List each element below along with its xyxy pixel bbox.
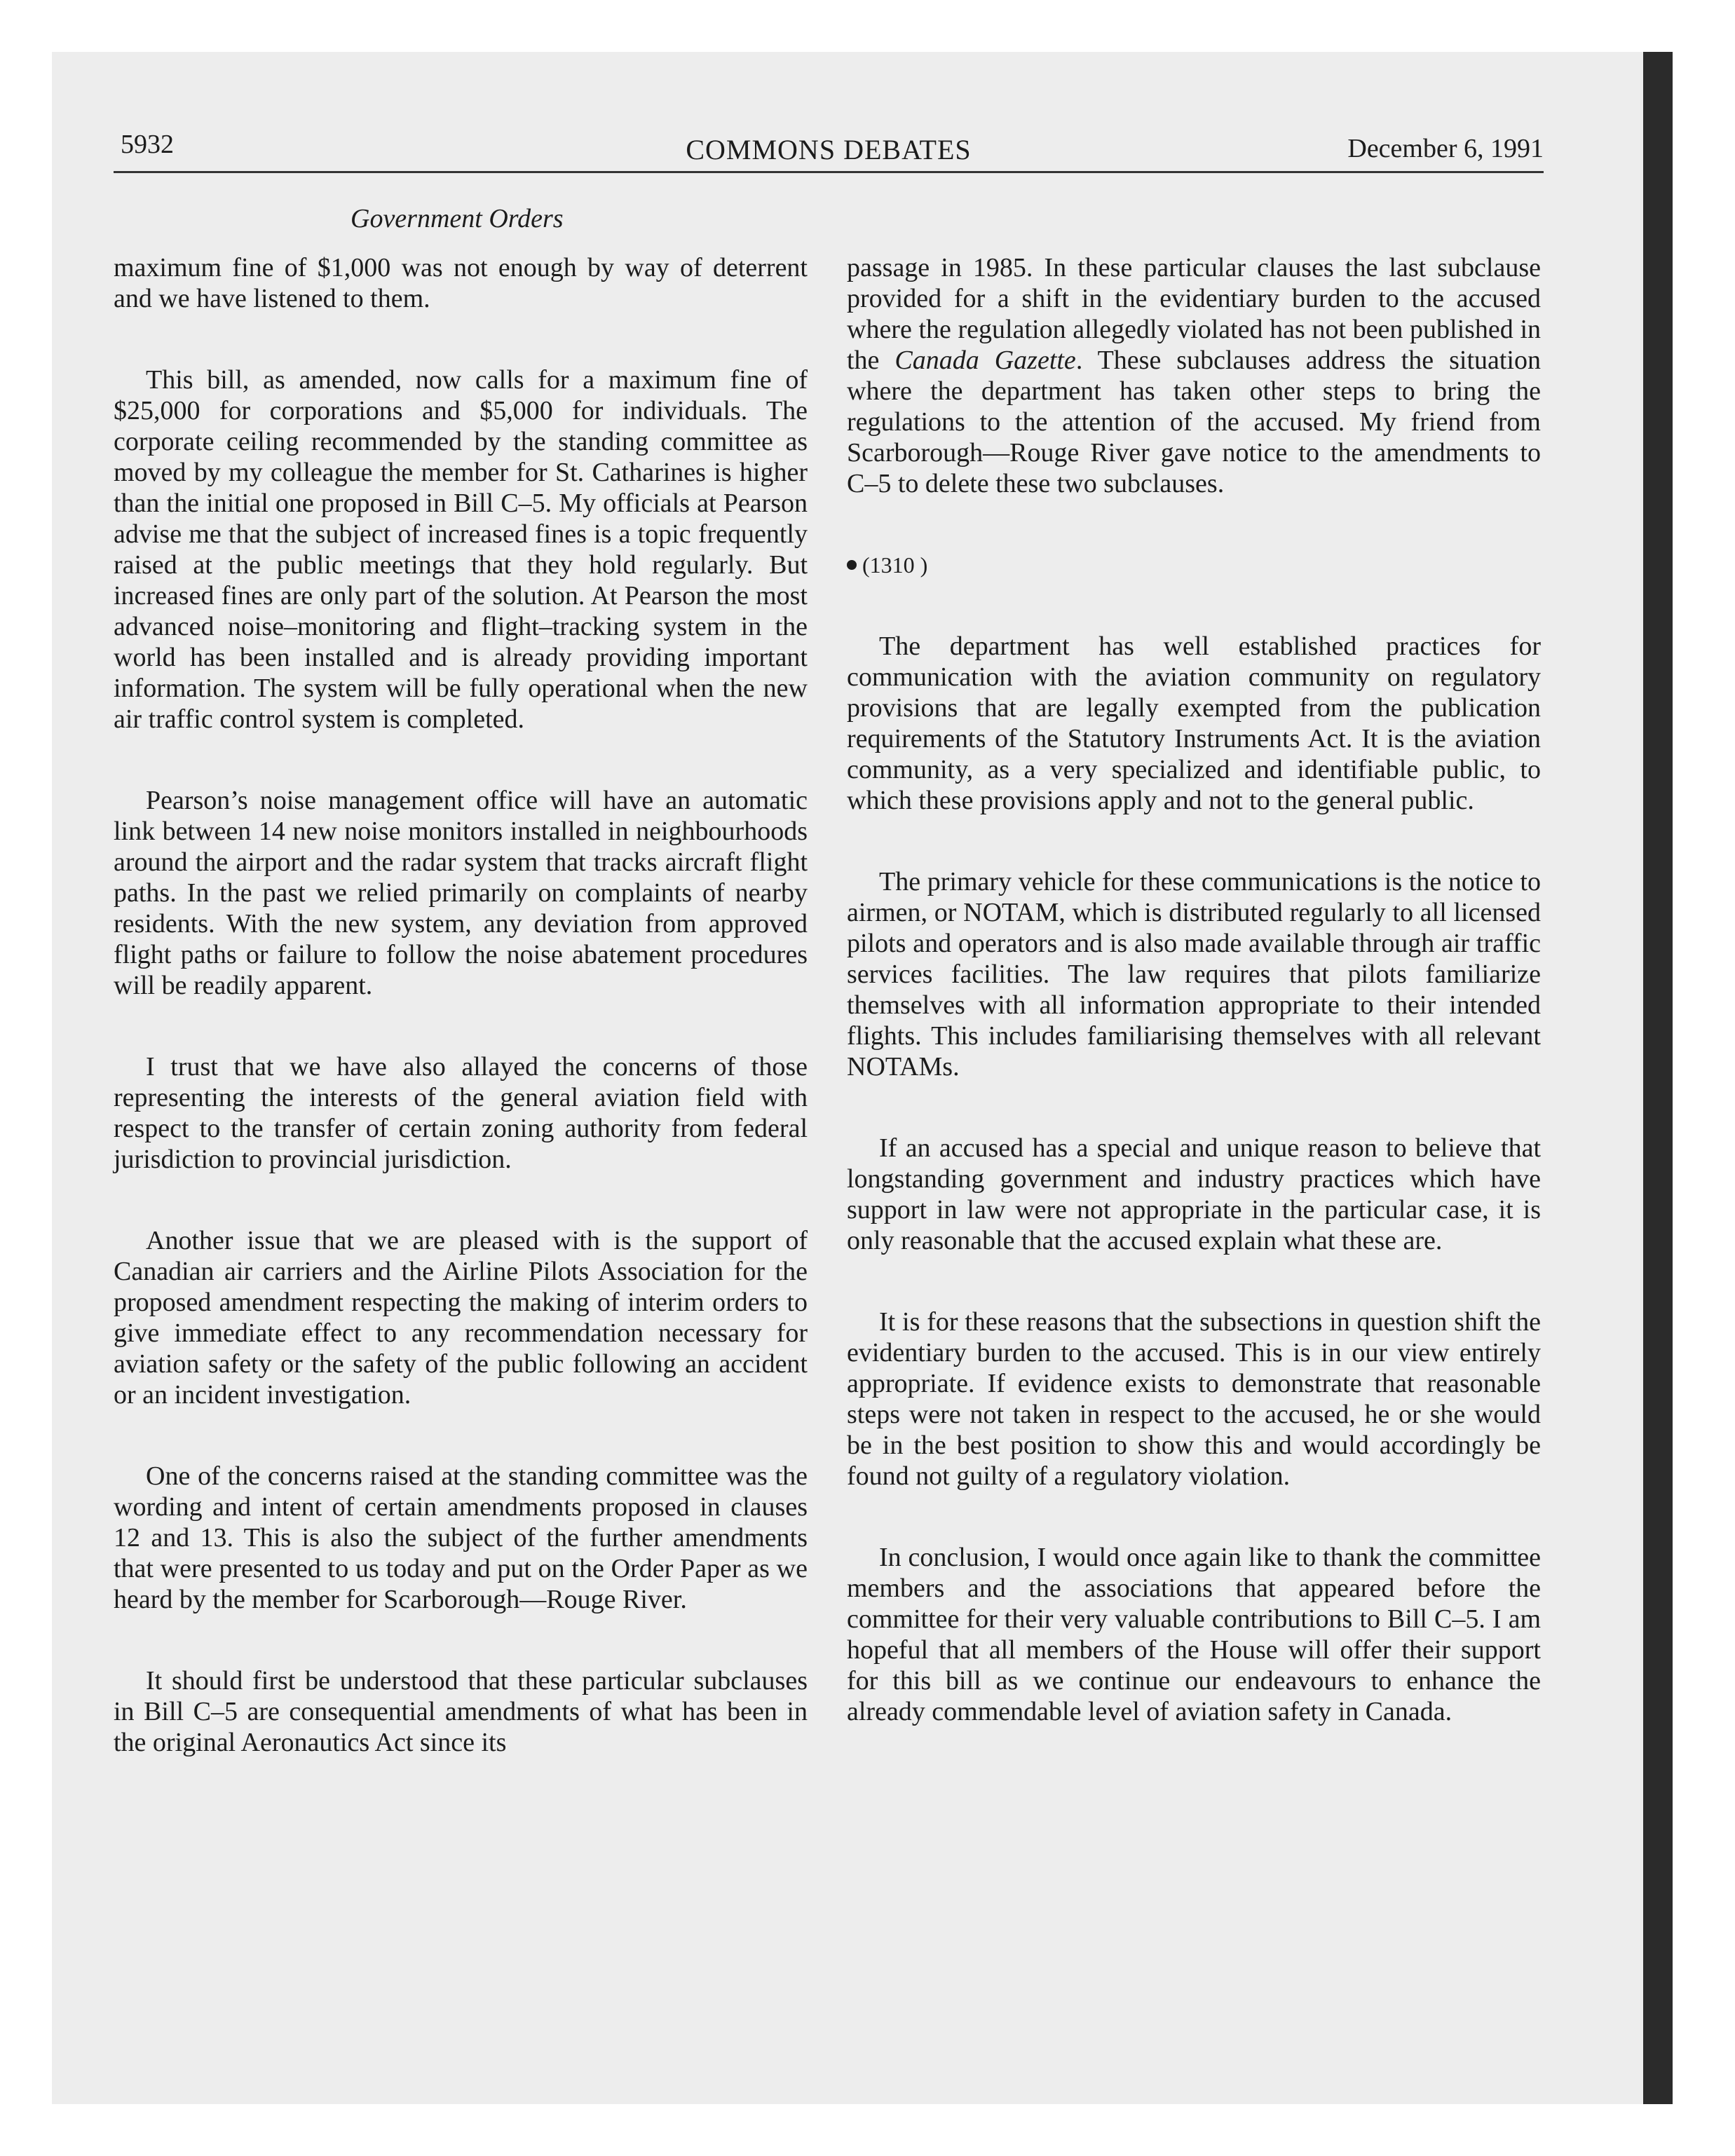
page-header xyxy=(114,129,1544,173)
left-column xyxy=(114,252,808,1808)
bullet-icon xyxy=(847,560,857,570)
paragraph: The primary vehicle for these communications is the notice to airmen, or NOTAM, which is distributed regularly to all licensed pilots and operators and is also made available through air traffic services facilities. The law requires that pilots familiarize themselves with all information appropriate to their intended flights. This includes familiarising themselves with all relevant NOTAMs. xyxy=(847,867,1541,1082)
paragraph: I trust that we have also allayed the concerns of those representing the interests of the general aviation field with respect to the transfer of certain zoning authority from federal jurisdiction to provincial jurisdiction. xyxy=(114,1052,808,1174)
time-marker xyxy=(847,550,1541,580)
paragraph: Another issue that we are pleased with is the support of Canadian air carriers and the Airline Pilots Association for the proposed amendment respecting the making of interim orders to give immediate effect to any recommendation necessary for aviation safety or the safety of the public following an accident or an incident investigation. xyxy=(114,1226,808,1410)
paragraph-text: passage in 1985. In these particular clauses the last subclause provided for a shift in the evidentiary burden to the accused where the regulation allegedly violated has not been published in the xyxy=(847,253,1541,375)
right-column xyxy=(847,252,1541,1778)
page-number: 5932 xyxy=(121,130,174,159)
paragraph: One of the concerns raised at the standing committee was the wording and intent of certain amendments proposed in clauses 12 and 13. This is also the subject of the further amendments that were presented to us today and put on the Order Paper as we heard by the member for Scarborough—Rouge River. xyxy=(114,1461,808,1614)
section-label: Government Orders xyxy=(351,204,564,233)
scan-edge-border xyxy=(1643,52,1673,2104)
publication-title: COMMONS DEBATES xyxy=(686,134,972,165)
paragraph: Pearson’s noise management office will have an automatic link between 14 new noise monitors installed in neighbourhoods around the airport and the radar system that tracks aircraft flight paths. In the past we relied primarily on complaints of nearby residents. With the new system, any deviation from approved flight paths or failure to follow the noise abatement procedures will be readily apparent. xyxy=(114,786,808,1000)
paragraph: maximum fine of $1,000 was not enough by way of deterrent and we have listened to them. xyxy=(114,253,808,313)
paragraph xyxy=(847,252,1541,499)
time-marker-text: (1310 ) xyxy=(862,552,928,578)
publication-date: December 6, 1991 xyxy=(1347,134,1544,163)
paragraph: It should first be understood that these particular subclauses in Bill C–5 are consequential amendments of what has been in the original Aeronautics Act since its xyxy=(114,1666,808,1757)
paragraph: If an accused has a special and unique reason to believe that longstanding government and industry practices which have support in law were not appropriate in the particular case, it is only reasonable that the accused explain what these are. xyxy=(847,1133,1541,1255)
paragraph: It is for these reasons that the subsections in question shift the evidentiary burden to the accused. This is in our view entirely appropriate. If evidence exists to demonstrate that reasonable steps were not taken in respect to the accused, he or she would be in the best position to show this and would accordingly be found not guilty of a regulatory violation. xyxy=(847,1307,1541,1491)
paragraph: The department has well established practices for communication with the aviation community on regulatory provisions that are legally exempted from the publication requirements of the Statutory Instruments Act. It is the aviation community, as a very specialized and identifiable public, to which these provisions apply and not to the general public. xyxy=(847,632,1541,815)
publication-name: Canada Gazette xyxy=(894,346,1076,375)
paragraph-text: . These subclauses address the situation where the department has taken other steps to bring the regulations to the attention of the accused. My friend from Scarborough—Rouge River gave notice to the amendments to C–5 to delete these two subclauses. xyxy=(847,346,1541,498)
paragraph: In conclusion, I would once again like to thank the committee members and the associations that appeared before the committee for their very valuable contributions to Bill C–5. I am hopeful that all members of the House will offer their support for this bill as we continue our endeavours to enhance the already commendable level of aviation safety in Canada. xyxy=(847,1543,1541,1726)
paragraph: This bill, as amended, now calls for a maximum fine of $25,000 for corporations and $5,000 for individuals. The corporate ceiling recommended by the standing committee as moved by my colleague the member for St. Catharines is higher than the initial one proposed in Bill C–5. My officials at Pearson advise me that the subject of increased fines is a topic frequently raised at the public meetings that they hold regularly. But increased fines are only part of the solution. At Pearson the most advanced noise–monitoring and flight–tracking system in the world has been installed and is already providing important information. The system will be fully operational when the new air traffic control system is completed. xyxy=(114,365,808,734)
